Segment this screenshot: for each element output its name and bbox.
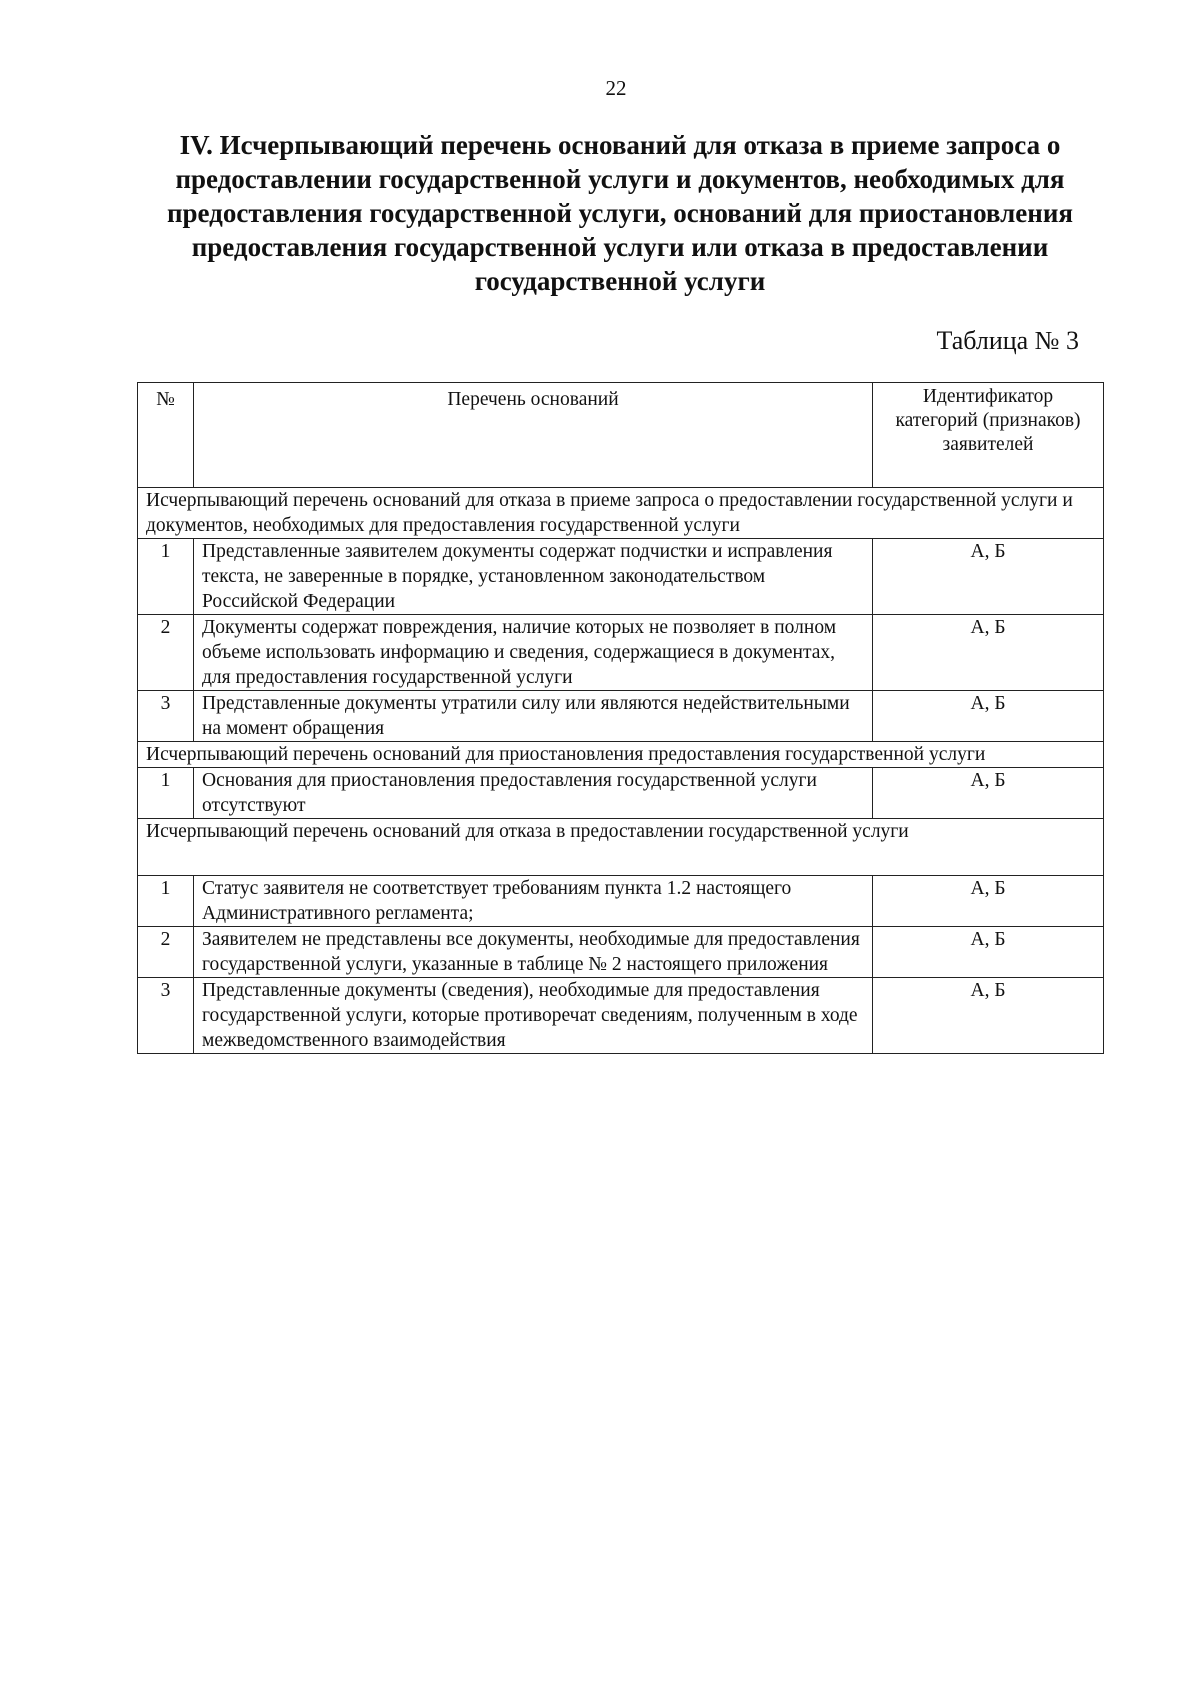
row-reason: Представленные документы утратили силу или являются недействительными на момент обращения [194, 691, 873, 742]
row-number: 2 [138, 927, 194, 978]
row-reason: Заявителем не представлены все документы, необходимые для предоставления государственной услуги, указанные в таблице № 2 настоящего приложения [194, 927, 873, 978]
row-applicant-category: А, Б [873, 615, 1104, 691]
table-row [138, 539, 1104, 615]
table-row [138, 615, 1104, 691]
page-number: 22 [605, 76, 627, 100]
section-title-suspension: Исчерпывающий перечень оснований для приостановления предоставления государственной услуги [138, 742, 1104, 768]
table-row [138, 691, 1104, 742]
table-row [138, 768, 1104, 819]
section-title-refusal-acceptance: Исчерпывающий перечень оснований для отказа в приеме запроса о предоставлении государственной услуги и документов, необходимых для предоставления государственной услуги [138, 488, 1104, 539]
section-row [138, 488, 1104, 539]
table-header-row [138, 383, 1104, 488]
table-row [138, 927, 1104, 978]
section-title-refusal-service: Исчерпывающий перечень оснований для отказа в предоставлении государственной услуги [138, 819, 1104, 876]
section-title: IV. Исчерпывающий перечень оснований для отказа в приеме запроса о предоставлении государственной услуги и документов, необходимых для предоставления государственной услуги, оснований для приостановления предоставления государственной услуги или отказа в предоставлении государственной услуги [166, 130, 1073, 296]
row-number: 3 [138, 691, 194, 742]
table-row [138, 876, 1104, 927]
grounds-table [137, 382, 1104, 1054]
header-reasons: Перечень оснований [194, 383, 873, 488]
row-applicant-category: А, Б [873, 978, 1104, 1054]
row-applicant-category: А, Б [873, 691, 1104, 742]
section-row [138, 742, 1104, 768]
row-number: 1 [138, 768, 194, 819]
header-applicant-categories: Идентификатор категорий (признаков) заявителей [873, 383, 1104, 488]
row-number: 1 [138, 539, 194, 615]
table-caption: Таблица № 3 [936, 326, 1079, 355]
table-row [138, 978, 1104, 1054]
row-applicant-category: А, Б [873, 539, 1104, 615]
header-number: № [138, 383, 194, 488]
row-applicant-category: А, Б [873, 927, 1104, 978]
row-applicant-category: А, Б [873, 768, 1104, 819]
row-number: 2 [138, 615, 194, 691]
row-applicant-category: А, Б [873, 876, 1104, 927]
row-number: 3 [138, 978, 194, 1054]
row-reason: Основания для приостановления предоставления государственной услуги отсутствуют [194, 768, 873, 819]
row-number: 1 [138, 876, 194, 927]
row-reason: Представленные заявителем документы содержат подчистки и исправления текста, не заверенные в порядке, установленном законодательством Российской Федерации [194, 539, 873, 615]
row-reason: Статус заявителя не соответствует требованиям пункта 1.2 настоящего Административного регламента; [194, 876, 873, 927]
row-reason: Представленные документы (сведения), необходимые для предоставления государственной услуги, которые противоречат сведениям, полученным в ходе межведомственного взаимодействия [194, 978, 873, 1054]
row-reason: Документы содержат повреждения, наличие которых не позволяет в полном объеме использовать информацию и сведения, содержащиеся в документах, для предоставления государственной услуги [194, 615, 873, 691]
section-row [138, 819, 1104, 876]
